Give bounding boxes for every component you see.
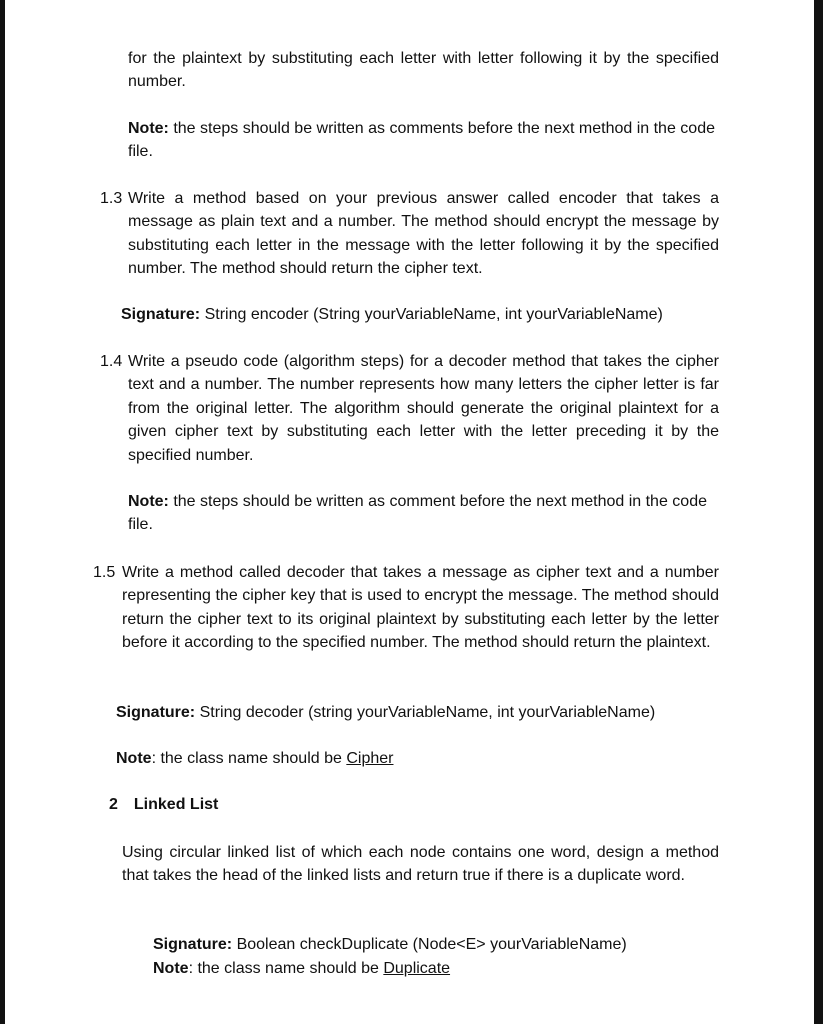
item-number-1-3: 1.3 [100,190,123,207]
note-text: : the class name should be [151,750,347,767]
note-2 [128,490,719,537]
item-number-1-5: 1.5 [93,564,116,581]
signature-text: Boolean checkDuplicate (Node<E> yourVariableName) [232,936,627,953]
intro-paragraph: for the plaintext by substituting each letter with letter following it by the specified number. [128,50,719,91]
item-number-1-4: 1.4 [100,353,123,370]
note-label: Note: [128,120,169,137]
section-2-heading [109,793,409,816]
signature-2 [116,701,736,724]
item-1-4-text: Write a pseudo code (algorithm steps) for a decoder method that takes the cipher text and a number. The number represents how many letters the cipher letter is far from the original letter. The algorithm should generate the original plaintext for a given cipher text by substituting each letter with the letter preceding it by the specified number. [128,353,719,464]
left-border [0,0,5,1024]
item-1-3-text: Write a method based on your previous answer called encoder that takes a message as plain text and a number. The method should encrypt the message by substituting each letter in the message with the letter following it by the specified number. The method should return the cipher text. [128,190,719,278]
signature-label: Signature: [121,306,201,323]
class-name-cipher: Cipher [346,750,394,767]
signature-label: Signature: [116,704,196,721]
class-name-duplicate: Duplicate [383,960,451,977]
note-text: : the class name should be [188,960,384,977]
section-number: 2 [109,796,118,813]
right-border [814,0,823,1024]
note-1 [128,117,719,164]
signature-label: Signature: [153,936,233,953]
note-label: Note [153,960,189,977]
linked-list-description: Using circular linked list of which each node contains one word, design a method that takes the head of the linked lists and return true if there is a duplicate word. [122,844,719,885]
signature-text: String encoder (String yourVariableName, int yourVariableName) [200,306,663,323]
item-1-5-text: Write a method called decoder that takes a message as cipher text and a number representing the cipher key that is used to encrypt the message. The method should return the cipher text to its original plaintext by substituting each letter by the letter before it according to the specified number. The method should return the plaintext. [122,564,719,652]
signature-3 [153,933,753,956]
signature-1 [121,303,741,326]
note-text: the steps should be written as comments before the next method in the code file. [128,120,715,161]
section-title: Linked List [133,796,219,813]
note-4 [153,957,753,980]
note-text: the steps should be written as comment before the next method in the code file. [128,493,707,534]
note-label: Note: [128,493,169,510]
note-label: Note [116,750,152,767]
note-3 [116,747,716,770]
signature-text: String decoder (string yourVariableName, int yourVariableName) [195,704,656,721]
